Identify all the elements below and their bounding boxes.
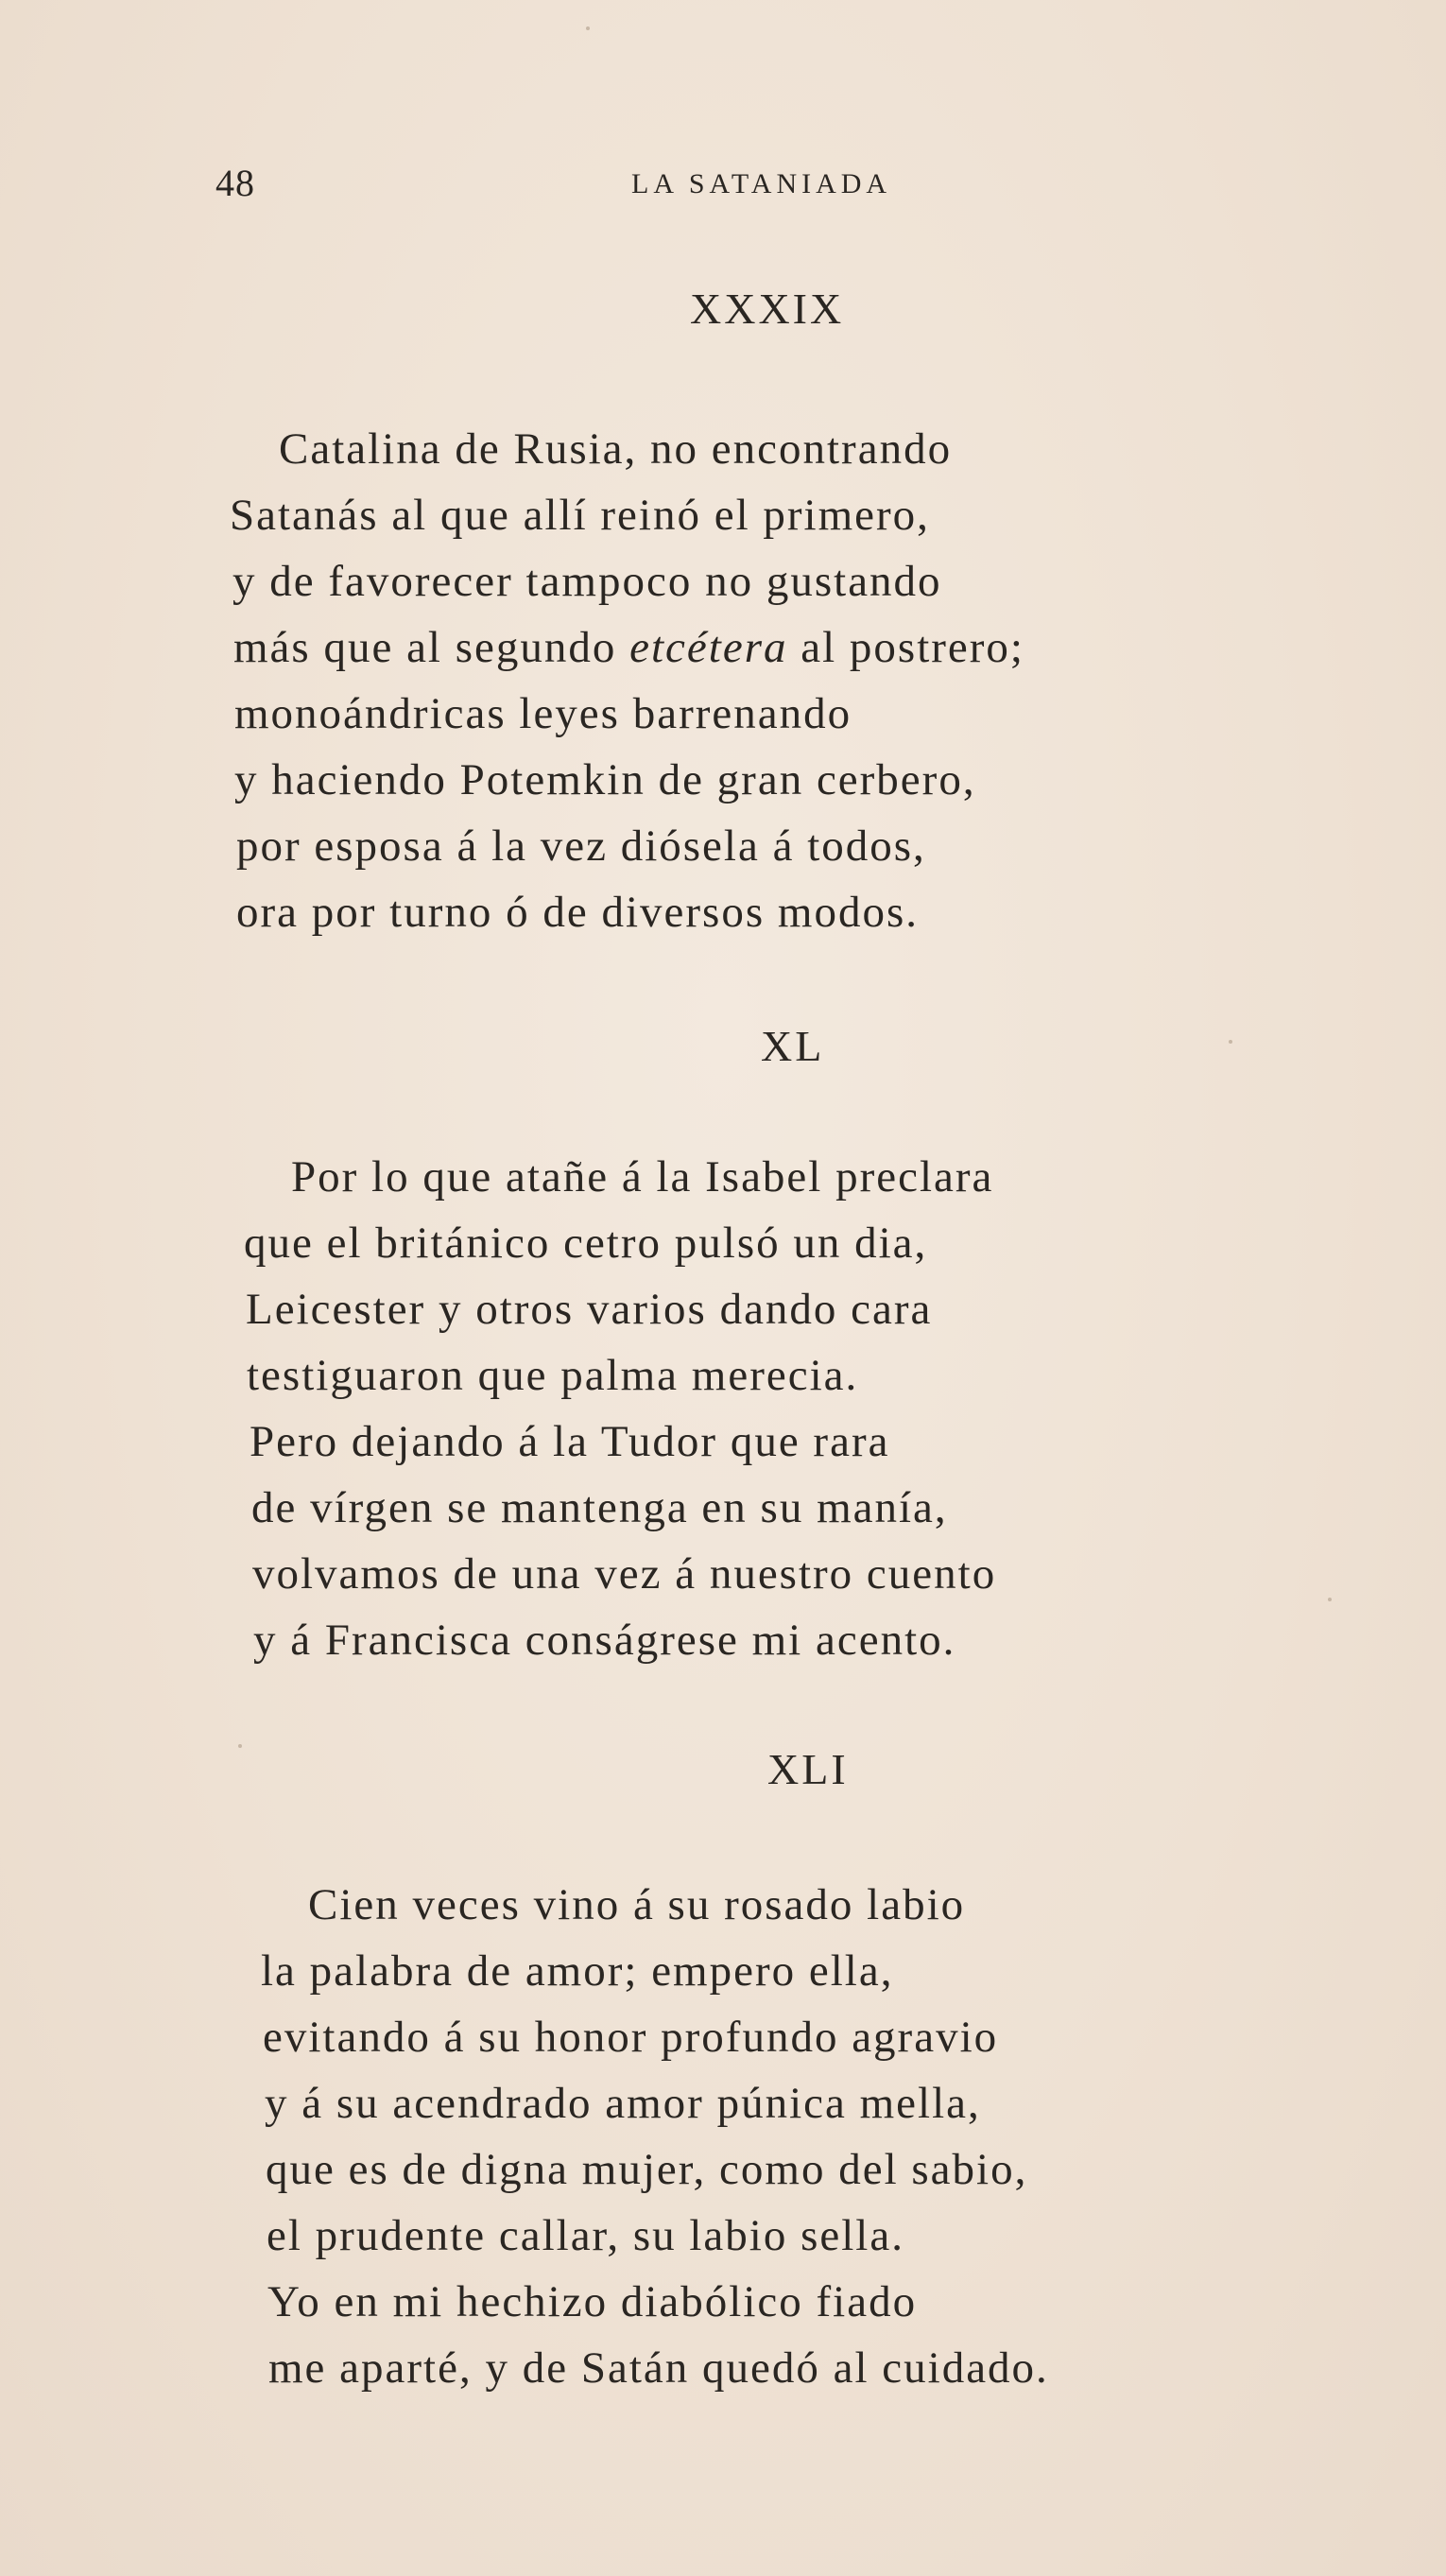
verse-line: y á su acendrado amor púnica mella, (265, 2079, 981, 2128)
running-title: LA SATANIADA (631, 168, 892, 199)
page-number: 48 (215, 162, 255, 204)
verse-line: testiguaron que palma merecia. (247, 1351, 859, 1400)
verse-line: Pero dejando á la Tudor que rara (250, 1417, 890, 1466)
verse-line: el prudente callar, su labio sella. (267, 2211, 904, 2260)
verse-line: evitando á su honor profundo agravio (263, 2013, 999, 2062)
verse-line: de vírgen se mantenga en su manía, (251, 1483, 948, 1532)
verse-line: Por lo que atañe á la Isabel preclara (291, 1152, 994, 1202)
stanza-number: XL (761, 1022, 825, 1070)
verse-line: Leicester y otros varios dando cara (246, 1285, 933, 1334)
stanza-number: XLI (767, 1745, 849, 1793)
verse-text: más que al segundo (233, 623, 630, 672)
verse-line: volvamos de una vez á nuestro cuento (252, 1549, 997, 1599)
paper-speck (1229, 1040, 1232, 1044)
italic-word: etcétera (629, 623, 788, 672)
verse-line: y de favorecer tampoco no gustando (232, 557, 942, 606)
verse-line: la palabra de amor; empero ella, (261, 1946, 894, 1996)
verse-line: ora por turno ó de diversos modos. (236, 888, 919, 937)
stanza-number: XXXIX (690, 285, 845, 333)
verse-line: monoándricas leyes barrenando (234, 689, 852, 738)
paper-speck (238, 1744, 242, 1748)
stanza (244, 1144, 996, 1673)
verse-line: y haciendo Potemkin de gran cerbero, (234, 755, 976, 804)
verse-line: y á Francisca conságrese mi acento. (253, 1616, 956, 1665)
paper-speck (586, 26, 590, 30)
stanza (261, 1872, 1049, 2401)
verse-line: Satanás al que allí reinó el primero, (230, 491, 930, 540)
verse-line: Catalina de Rusia, no encontrando (279, 424, 953, 474)
verse-text: al postrero; (787, 623, 1024, 672)
verse-line: me aparté, y de Satán quedó al cuidado. (268, 2343, 1049, 2393)
verse-line: Cien veces vino á su rosado labio (308, 1880, 966, 1929)
verse-line: que el británico cetro pulsó un dia, (244, 1219, 928, 1268)
stanza (230, 416, 1024, 945)
paper-speck (1328, 1598, 1332, 1601)
verse-line: que es de digna mujer, como del sabio, (266, 2145, 1028, 2194)
verse-line: Yo en mi hechizo diabólico fiado (267, 2277, 918, 2326)
verse-line: por esposa á la vez diósela á todos, (236, 821, 926, 871)
verse-line (230, 614, 1024, 681)
